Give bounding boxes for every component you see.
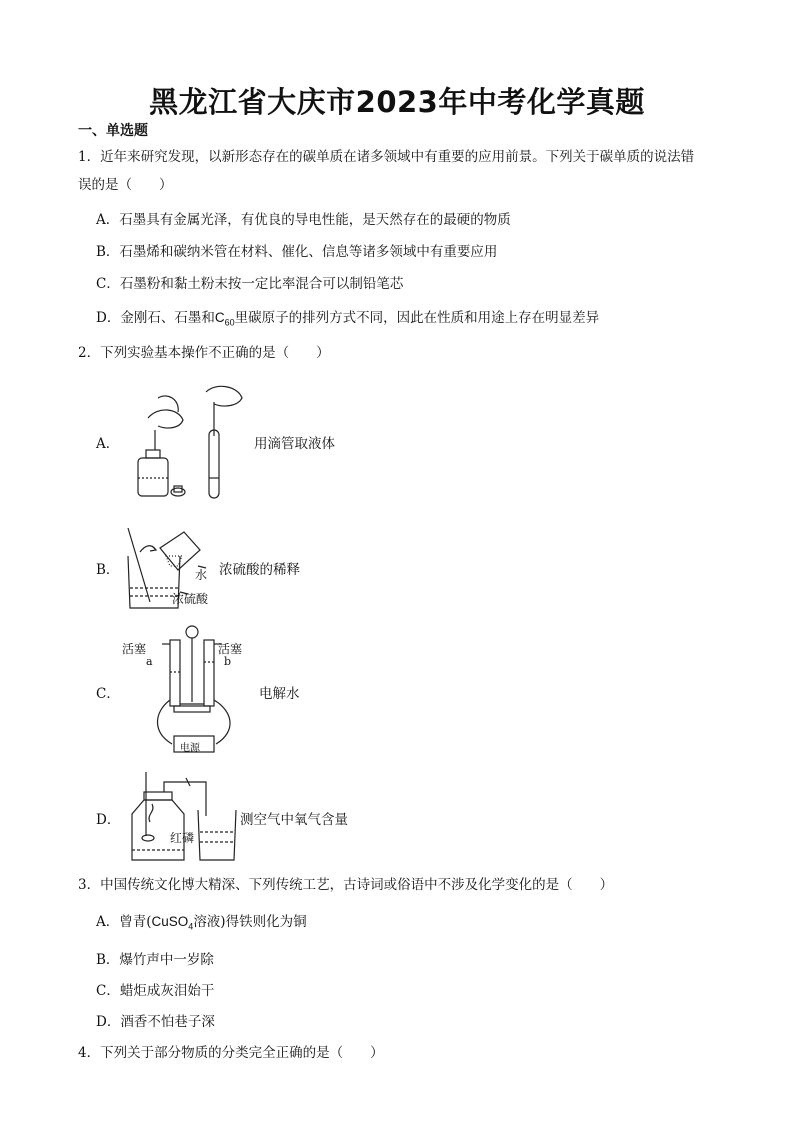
page-title: 黑龙江省大庆市2023年中考化学真题 [149,85,645,119]
acid-fig-label: 浓硫酸 [172,592,209,606]
question-1-option-a: A．石墨具有金属光泽，有优良的导电性能，是天然存在的最硬的物质 [96,212,511,228]
right-valve-label: 活塞 [218,642,243,656]
option-d-suffix: 里碳原子的排列方式不同，因此在性质和用途上存在明显差异 [234,310,600,326]
water-fig-label: 水 [195,568,208,582]
question-2-option-b-caption: 浓硫酸的稀释 [219,562,300,578]
electrode-a-label: a [146,655,153,668]
dropper-figure [128,378,258,502]
question-3-option-a [96,910,307,932]
question-2-option-b-label: B． [96,562,120,578]
oxygen-measure-figure [126,770,238,866]
question-1-stem-line2: 误的是（ ） [78,177,173,193]
question-1-option-b: B．石墨烯和碳纳米管在材料、催化、信息等诸多领域中有重要应用 [96,244,498,260]
question-4-stem: 4．下列关于部分物质的分类完全正确的是（ ） [78,1045,384,1061]
question-1-stem-line1: 1．近年来研究发现，以新形态存在的碳单质在诸多领域中有重要的应用前景。下列关于碳单质的说法错 [78,149,695,165]
question-2-option-c-caption: 电解水 [259,686,300,702]
power-supply-label: 电源 [180,743,200,754]
question-1-option-d [96,306,599,328]
option-a-prefix: A．曾青( [96,914,152,930]
option-d-prefix: D．金刚石、石墨和 [96,310,215,326]
question-2-option-a-label: A． [96,436,120,452]
question-3-stem: 3．中国传统文化博大精深、下列传统工艺，古诗词或俗语中不涉及化学变化的是（ ） [78,877,614,893]
question-2-option-c-label: C． [96,686,120,702]
cuso4-formula [151,914,194,932]
question-3-option-c: C．蜡炬成灰泪始干 [96,983,215,999]
cuso4-subscript: 4 [188,921,194,932]
option-a-suffix: 溶液)得铁则化为铜 [193,914,307,930]
left-valve-label: 活塞 [122,642,147,656]
question-2-option-a-caption: 用滴管取液体 [254,436,335,452]
phosphorus-fig-label: 红磷 [170,831,195,845]
c60-subscript: 60 [224,317,235,328]
c60-symbol: C [214,310,225,325]
question-3-option-b: B．爆竹声中一岁除 [96,952,214,968]
electrode-b-label: b [224,655,232,668]
question-2-option-d-caption: 测空气中氧气含量 [240,812,348,828]
question-3-option-d: D．酒香不怕巷子深 [96,1014,215,1030]
question-2-stem: 2．下列实验基本操作不正确的是（ ） [78,345,330,361]
question-2-option-d-label: D． [96,812,121,828]
section-heading: 一、单选题 [78,123,148,139]
question-1-option-c: C．石墨粉和黏土粉末按一定比率混合可以制铅笔芯 [96,276,404,292]
cuso4-symbol: CuSO [151,914,189,929]
c60-formula [214,310,235,328]
